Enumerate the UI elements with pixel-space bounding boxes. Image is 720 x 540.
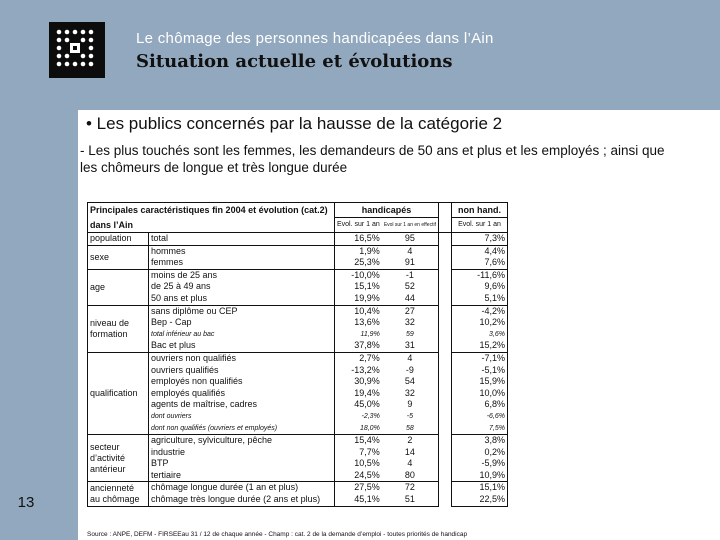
column-gap bbox=[438, 293, 451, 305]
subheader-evol-nh: Evol. sur 1 an bbox=[451, 218, 507, 233]
table-row bbox=[88, 245, 508, 257]
column-gap bbox=[438, 482, 451, 494]
column-gap bbox=[438, 365, 451, 377]
table-row bbox=[88, 423, 508, 435]
table-title-line2: dans l’Ain bbox=[88, 218, 335, 233]
evol-handicapes: 24,5% bbox=[354, 469, 380, 480]
evol-handicapes: 19,9% bbox=[354, 292, 380, 303]
evol-non-handicapes: 5,1% bbox=[451, 293, 507, 305]
table-row bbox=[88, 365, 508, 377]
evol-handicapes: 10,4% bbox=[335, 305, 382, 317]
table-row bbox=[88, 281, 508, 293]
table-row bbox=[88, 329, 508, 341]
evol-non-handicapes: -6,6% bbox=[451, 411, 507, 423]
table-row bbox=[88, 340, 508, 352]
row-group-label: sexe bbox=[88, 245, 149, 269]
table-row bbox=[88, 233, 508, 246]
evol-non-handicapes: 9,6% bbox=[451, 281, 507, 293]
table-row bbox=[88, 447, 508, 459]
evol-effectif: 54 bbox=[382, 376, 439, 388]
table-row bbox=[88, 269, 508, 281]
evol-effectif: 59 bbox=[382, 329, 439, 341]
evol-handicapes: 13,6% bbox=[354, 317, 380, 328]
row-label: Bac et plus bbox=[149, 340, 335, 352]
evol-effectif: 27 bbox=[382, 305, 439, 317]
column-gap bbox=[438, 388, 451, 400]
column-gap bbox=[438, 399, 451, 411]
evol-non-handicapes: -11,6% bbox=[451, 269, 507, 281]
evol-handicapes: 27,5% bbox=[335, 482, 382, 494]
evol-non-handicapes: 22,5% bbox=[451, 494, 507, 506]
row-group-label: ancienneté au chômage bbox=[88, 482, 149, 506]
evol-non-handicapes: -5,9% bbox=[451, 458, 507, 470]
slide-title: Situation actuelle et évolutions bbox=[136, 51, 453, 72]
evol-non-handicapes: 7,6% bbox=[451, 257, 507, 269]
row-label: chômage longue durée (1 an et plus) bbox=[149, 482, 335, 494]
table-body bbox=[88, 233, 508, 507]
column-gap bbox=[438, 269, 451, 281]
evol-handicapes: 45,0% bbox=[354, 399, 380, 410]
table-row bbox=[88, 482, 508, 494]
evol-handicapes: -2,3% bbox=[361, 412, 380, 420]
evol-non-handicapes: 10,9% bbox=[451, 470, 507, 482]
table-row bbox=[88, 399, 508, 411]
evol-effectif: 31 bbox=[382, 340, 439, 352]
column-gap bbox=[438, 340, 451, 352]
table-row bbox=[88, 494, 508, 506]
evol-effectif: 95 bbox=[382, 233, 439, 246]
evol-effectif: 4 bbox=[382, 352, 439, 364]
evol-handicapes: -10,0% bbox=[335, 269, 382, 281]
column-gap bbox=[438, 305, 451, 317]
subheader-evol-effectif: Evol sur 1 an en effectif bbox=[382, 218, 439, 233]
evol-non-handicapes: -7,1% bbox=[451, 352, 507, 364]
row-label: total inférieur au bac bbox=[149, 329, 335, 341]
row-label: ouvriers non qualifiés bbox=[149, 352, 335, 364]
column-gap bbox=[438, 257, 451, 269]
column-gap bbox=[438, 470, 451, 482]
table-row bbox=[88, 257, 508, 269]
evol-non-handicapes: 15,9% bbox=[451, 376, 507, 388]
row-label: femmes bbox=[149, 257, 335, 269]
evol-effectif: -9 bbox=[382, 365, 439, 377]
evol-effectif: 4 bbox=[382, 245, 439, 257]
row-group-label: secteur d’activité antérieur bbox=[88, 435, 149, 482]
subheader-evol-h: Evol. sur 1 an bbox=[337, 221, 380, 228]
evol-effectif: 51 bbox=[382, 494, 439, 506]
column-gap bbox=[438, 245, 451, 257]
evol-non-handicapes: 4,4% bbox=[451, 245, 507, 257]
row-group-label: age bbox=[88, 269, 149, 305]
table-row bbox=[88, 470, 508, 482]
logo bbox=[49, 22, 105, 78]
row-label: dont non qualifiés (ouvriers et employés) bbox=[149, 423, 335, 435]
evol-effectif: 2 bbox=[382, 435, 439, 447]
column-gap bbox=[438, 494, 451, 506]
row-label: agriculture, sylviculture, pêche bbox=[149, 435, 335, 447]
table-row bbox=[88, 388, 508, 400]
row-label: 50 ans et plus bbox=[149, 293, 335, 305]
evol-non-handicapes: -5,1% bbox=[451, 365, 507, 377]
column-gap bbox=[438, 423, 451, 435]
column-gap bbox=[438, 376, 451, 388]
column-gap bbox=[438, 329, 451, 341]
row-label: de 25 à 49 ans bbox=[149, 281, 335, 293]
table-row bbox=[88, 317, 508, 329]
column-gap bbox=[438, 317, 451, 329]
page-number: 13 bbox=[17, 494, 35, 511]
row-label: agents de maîtrise, cadres bbox=[149, 399, 335, 411]
evol-non-handicapes: 7,5% bbox=[451, 423, 507, 435]
table-row bbox=[88, 352, 508, 364]
evol-non-handicapes: 3,8% bbox=[451, 435, 507, 447]
evol-non-handicapes: 3,6% bbox=[451, 329, 507, 341]
column-gap bbox=[438, 233, 451, 246]
evol-effectif: 72 bbox=[382, 482, 439, 494]
evol-handicapes: 15,1% bbox=[354, 281, 380, 292]
column-gap bbox=[438, 447, 451, 459]
evol-effectif: 9 bbox=[382, 399, 439, 411]
evol-non-handicapes: 10,0% bbox=[451, 388, 507, 400]
evol-effectif: 52 bbox=[382, 281, 439, 293]
evol-handicapes: 15,4% bbox=[335, 435, 382, 447]
evol-effectif: 32 bbox=[382, 388, 439, 400]
row-label: BTP bbox=[149, 458, 335, 470]
statistics-table-container bbox=[87, 202, 583, 507]
row-label: sans diplôme ou CEP bbox=[149, 305, 335, 317]
evol-non-handicapes: 15,1% bbox=[451, 482, 507, 494]
evol-effectif: 80 bbox=[382, 470, 439, 482]
evol-handicapes: 2,7% bbox=[335, 352, 382, 364]
row-label: dont ouvriers bbox=[149, 411, 335, 423]
bullet-subtext: - Les plus touchés sont les femmes, les demandeurs de 50 ans et plus et les employés ; ainsi que les chômeurs de longue et très longue durée bbox=[80, 143, 665, 175]
evol-non-handicapes: 15,2% bbox=[451, 340, 507, 352]
evol-non-handicapes: 7,3% bbox=[451, 233, 507, 246]
evol-handicapes: 45,1% bbox=[335, 494, 382, 506]
table-row bbox=[88, 411, 508, 423]
evol-effectif: 14 bbox=[382, 447, 439, 459]
evol-non-handicapes: 6,8% bbox=[451, 399, 507, 411]
column-gap bbox=[438, 352, 451, 364]
row-group-label: niveau de formation bbox=[88, 305, 149, 352]
table-row bbox=[88, 376, 508, 388]
evol-handicapes: 30,9% bbox=[354, 376, 380, 387]
row-label: tertiaire bbox=[149, 470, 335, 482]
evol-effectif: 4 bbox=[382, 458, 439, 470]
evol-handicapes: 16,5% bbox=[335, 233, 382, 246]
evol-handicapes: 10,5% bbox=[354, 458, 380, 469]
evol-handicapes: 7,7% bbox=[359, 446, 380, 457]
evol-handicapes: 18,0% bbox=[359, 424, 380, 432]
row-group-label: population bbox=[88, 233, 149, 246]
row-group-label: qualification bbox=[88, 352, 149, 434]
column-gap bbox=[438, 281, 451, 293]
header-handicapes: handicapés bbox=[335, 203, 439, 218]
header-non-handicapes: non hand. bbox=[451, 203, 507, 218]
evol-non-handicapes: -4,2% bbox=[451, 305, 507, 317]
evol-handicapes: 19,4% bbox=[354, 387, 380, 398]
evol-effectif: 58 bbox=[382, 423, 439, 435]
evol-effectif: 91 bbox=[382, 257, 439, 269]
evol-effectif: 32 bbox=[382, 317, 439, 329]
row-label: total bbox=[149, 233, 335, 246]
evol-effectif: 44 bbox=[382, 293, 439, 305]
table-row bbox=[88, 435, 508, 447]
table-row bbox=[88, 293, 508, 305]
row-label: ouvriers qualifiés bbox=[149, 365, 335, 377]
row-label: hommes bbox=[149, 245, 335, 257]
table-title-line1: Principales caractéristiques fin 2004 et évolution (cat.2) bbox=[88, 203, 335, 218]
row-label: moins de 25 ans bbox=[149, 269, 335, 281]
evol-handicapes: 1,9% bbox=[335, 245, 382, 257]
evol-handicapes: 25,3% bbox=[354, 257, 380, 268]
column-gap bbox=[438, 411, 451, 423]
evol-effectif: -1 bbox=[382, 269, 439, 281]
table-source: Source : ANPE, DEFM - FIRSEEau 31 / 12 de chaque année - Champ : cat. 2 de la demande d’emploi - toutes priorités de handicap bbox=[87, 531, 468, 538]
row-label: employés qualifiés bbox=[149, 388, 335, 400]
table-row bbox=[88, 305, 508, 317]
evol-effectif: -5 bbox=[382, 411, 439, 423]
evol-handicapes: 37,8% bbox=[354, 340, 380, 351]
row-label: industrie bbox=[149, 447, 335, 459]
table-row bbox=[88, 458, 508, 470]
column-gap bbox=[438, 435, 451, 447]
row-label: employés non qualifiés bbox=[149, 376, 335, 388]
statistics-table bbox=[87, 202, 508, 507]
dot-grid-logo-icon bbox=[49, 22, 105, 78]
row-label: Bep - Cap bbox=[149, 317, 335, 329]
evol-non-handicapes: 0,2% bbox=[451, 447, 507, 459]
column-gap bbox=[438, 458, 451, 470]
slide-supertitle: Le chômage des personnes handicapées dans l’Ain bbox=[136, 30, 494, 47]
row-label: chômage très longue durée (2 ans et plus) bbox=[149, 494, 335, 506]
bullet-heading: • Les publics concernés par la hausse de la catégorie 2 bbox=[86, 114, 503, 133]
evol-handicapes: -13,2% bbox=[351, 364, 380, 375]
evol-non-handicapes: 10,2% bbox=[451, 317, 507, 329]
evol-handicapes: 11,9% bbox=[360, 330, 380, 338]
